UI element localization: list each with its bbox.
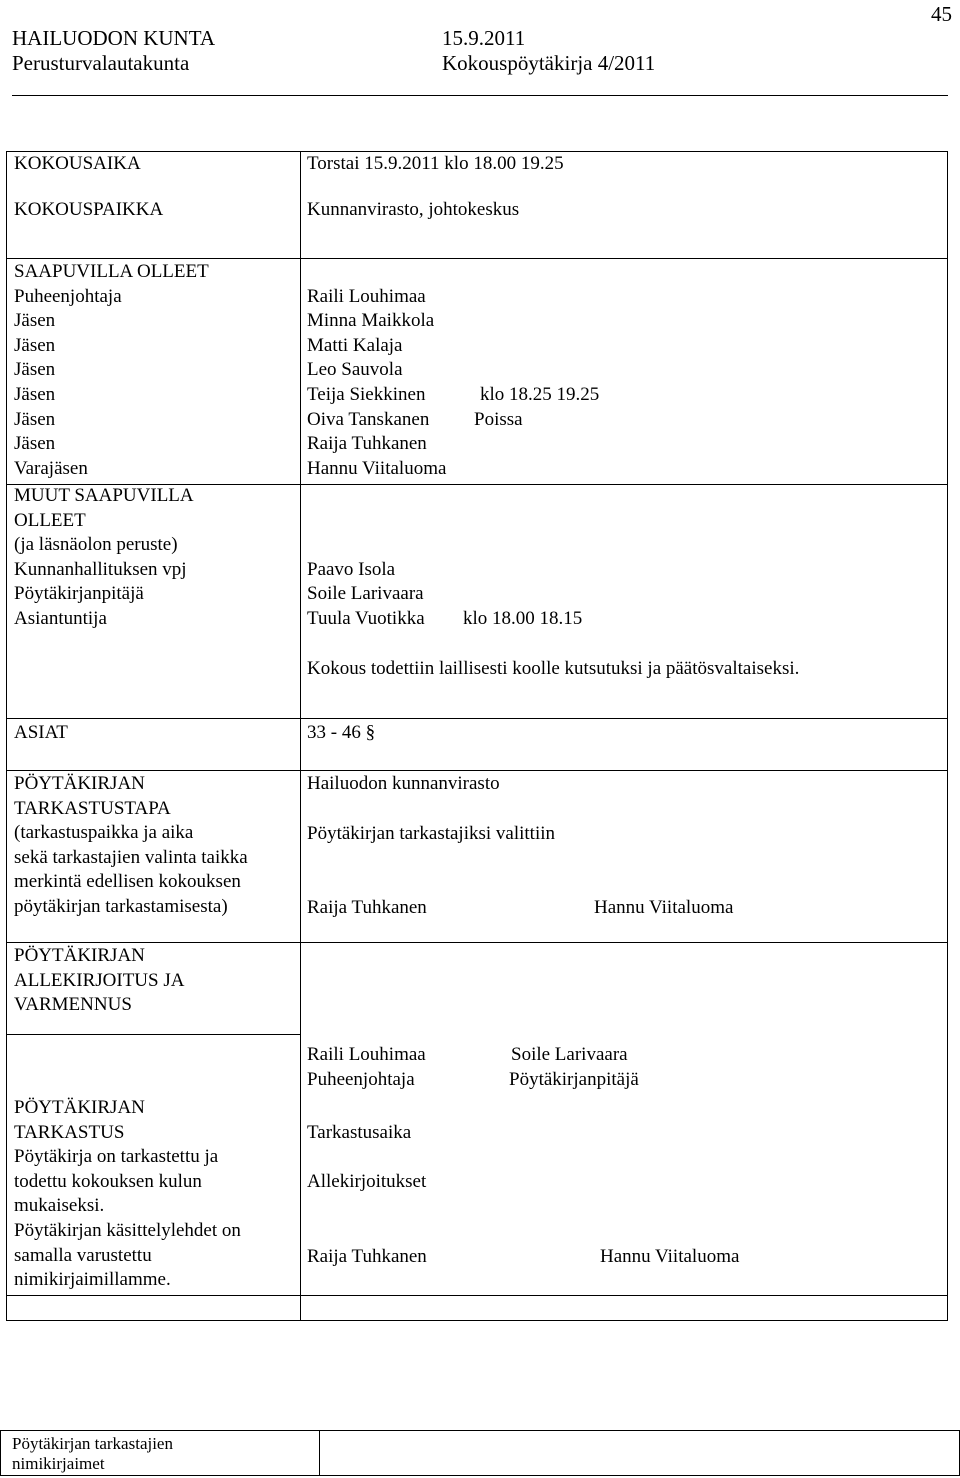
inspection-method-label: PÖYTÄKIRJAN TARKASTUSTAPA (tarkastuspaikka ja aika sekä tarkastajien valinta taikka merkintä edellisen kokouksen pöytäkirjan tarkastamisesta) (14, 773, 248, 917)
header-rule (12, 95, 948, 96)
municipality-name: HAILUODON KUNTA (12, 26, 216, 50)
meeting-place-label: KOKOUSPAIKKA (14, 199, 164, 220)
attendees-names (307, 285, 446, 482)
attendee-note: klo 18.25 19.25 (480, 384, 600, 405)
chair-name: Raili Louhimaa (307, 1044, 426, 1065)
row-divider (6, 258, 948, 259)
inspection-label: PÖYTÄKIRJAN TARKASTUS Pöytäkirja on tarkastettu ja todettu kokouksen kulun mukaiseksi. Pöytäkirjan käsittelylehdet on samalla varustettu nimikirjaimillamme. (14, 1097, 241, 1291)
secretary-name: Soile Larivaara (511, 1044, 628, 1065)
signature-label: PÖYTÄKIRJAN ALLEKIRJOITUS JA VARMENNUS (14, 945, 185, 1016)
row-divider (6, 942, 948, 943)
attendee-name: Minna Maikkola (307, 310, 435, 332)
inspector-name: Raija Tuhkanen (307, 1246, 427, 1267)
others-heading: OLLEET (14, 509, 86, 531)
inspector-name: Hannu Viitaluoma (600, 1246, 740, 1267)
attendees-roles (14, 260, 209, 481)
inspector-name: Hannu Viitaluoma (594, 897, 734, 918)
attendee-name: Leo Sauvola (307, 359, 403, 381)
attendee-role: Jäsen (14, 383, 56, 405)
meeting-time-label: KOKOUSAIKA (14, 153, 141, 174)
table-border-left (6, 151, 7, 1321)
footer-initials-label: Pöytäkirjan tarkastajien nimikirjaimet (12, 1434, 173, 1473)
attendee-name: Raili Louhimaa (307, 285, 426, 307)
other-name: Paavo Isola (307, 558, 396, 580)
row-divider (6, 1034, 300, 1035)
row-divider (6, 770, 948, 771)
others-names (307, 558, 425, 632)
secretary-role: Pöytäkirjanpitäjä (509, 1069, 639, 1090)
others-roles (14, 484, 194, 632)
header-date: 15.9.2011 (442, 26, 526, 50)
others-heading: MUUT SAAPUVILLA (14, 485, 194, 506)
other-role: Asiantuntija (14, 607, 107, 629)
attendee-role: Varajäsen (14, 457, 88, 479)
attendee-role: Jäsen (14, 334, 56, 356)
attendee-role: Jäsen (14, 359, 56, 381)
table-border-right (947, 151, 948, 1321)
attendee-name: Matti Kalaja (307, 334, 403, 356)
row-divider (6, 718, 948, 719)
inspector-name: Raija Tuhkanen (307, 897, 427, 918)
footer-initials-field (320, 1430, 960, 1476)
chair-role: Puheenjohtaja (307, 1069, 415, 1090)
attendee-note: Poissa (474, 409, 523, 430)
attendee-name: Teija Siekkinen (307, 383, 426, 405)
matters-value: 33 - 46 § (307, 722, 376, 743)
attendee-role: Jäsen (14, 408, 56, 430)
table-border-bottom (6, 1320, 948, 1321)
other-role: Kunnanhallituksen vpj (14, 558, 187, 580)
board-name: Perusturvalautakunta (12, 51, 190, 75)
inspection-place: Hailuodon kunnanvirasto (307, 773, 500, 794)
attendee-name: Oiva Tanskanen (307, 408, 430, 430)
other-name: Soile Larivaara (307, 583, 424, 605)
attendee-name: Raija Tuhkanen (307, 433, 427, 455)
other-note: klo 18.00 18.15 (463, 608, 583, 629)
others-heading: (ja läsnäolon peruste) (14, 534, 178, 556)
attendee-role: Jäsen (14, 433, 56, 455)
quorum-statement: Kokous todettiin laillisesti koolle kutsutuksi ja päätösvaltaiseksi. (307, 658, 800, 679)
table-column-divider (300, 151, 301, 1321)
other-role: Pöytäkirjanpitäjä (14, 583, 144, 605)
document-title: Kokouspöytäkirja 4/2011 (442, 51, 656, 75)
matters-label: ASIAT (14, 722, 68, 743)
page-number: 45 (931, 2, 952, 26)
signatures-label: Allekirjoitukset (307, 1171, 427, 1192)
inspectors-chosen-text: Pöytäkirjan tarkastajiksi valittiin (307, 823, 556, 844)
other-name: Tuula Vuotikka (307, 607, 425, 629)
attendee-role: Jäsen (14, 310, 56, 332)
attendee-role: Puheenjohtaja (14, 285, 122, 307)
inspection-time-label: Tarkastusaika (307, 1122, 412, 1143)
row-divider (6, 1295, 948, 1296)
meeting-time-value: Torstai 15.9.2011 klo 18.00 19.25 (307, 153, 564, 174)
attendees-heading: SAAPUVILLA OLLEET (14, 261, 209, 282)
attendee-name: Hannu Viitaluoma (307, 457, 447, 479)
meeting-place-value: Kunnanvirasto, johtokeskus (307, 199, 520, 220)
